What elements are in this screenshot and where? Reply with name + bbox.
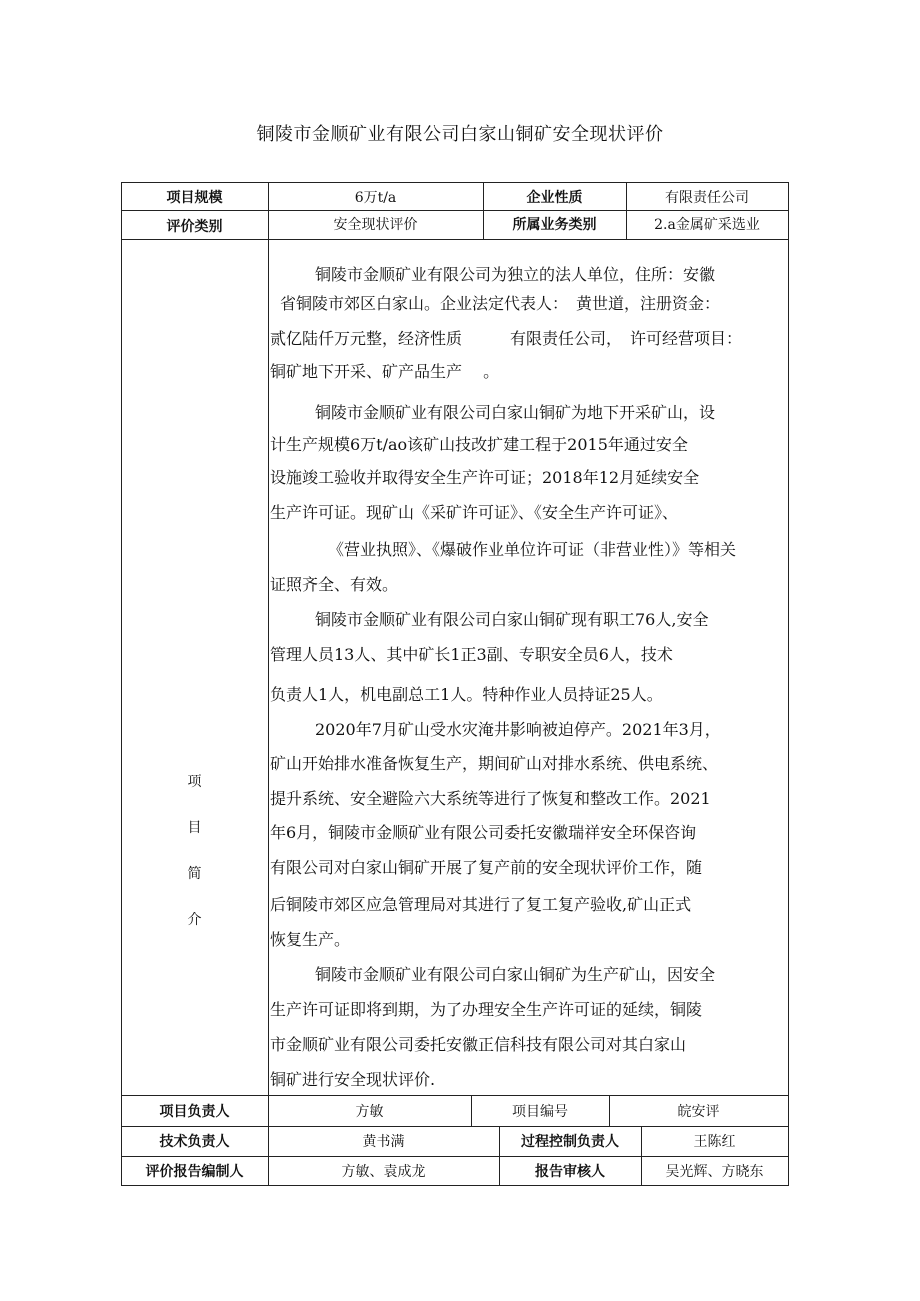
intro-line: 恢复生产。 [270, 930, 351, 949]
intro-line: 负责人1人，机电副总工1人。特种作业人员持证25人。 [270, 685, 663, 704]
project-leader-label: 项目负责人 [159, 1103, 230, 1120]
intro-line: 生产许可证。现矿山《采矿许可证》、《安全生产许可证》、 [270, 503, 679, 522]
intro-line: 铜矿地下开采、矿产品生产 。 [270, 362, 500, 381]
evaluation-category-value: 安全现状评价 [333, 216, 418, 233]
intro-line: 设施竣工验收并取得安全生产许可证；2018年12月延续安全 [270, 468, 700, 487]
intro-line: 铜陵市金顺矿业有限公司白家山铜矿现有职工76人,安全 [315, 610, 709, 629]
project-scale-value: 6万t/a [354, 190, 397, 206]
intro-line: 铜矿进行安全现状评价. [270, 1070, 436, 1089]
business-category-value: 2.a金属矿采选业 [654, 216, 760, 233]
intro-line: 贰亿陆仟万元整，经济性质 有限责任公司， 许可经营项目： [270, 329, 743, 348]
intro-line: 铜陵市金顺矿业有限公司白家山铜矿为生产矿山，因安全 [315, 965, 716, 984]
technical-leader-value: 黄书满 [362, 1134, 405, 1150]
enterprise-nature-label: 企业性质 [526, 190, 583, 206]
intro-label-char: 介 [187, 912, 202, 928]
intro-line: 年6月，铜陵市金顺矿业有限公司委托安徽瑞祥安全环保咨询 [270, 823, 697, 842]
business-category-label: 所属业务类别 [512, 216, 597, 233]
intro-line: 证照齐全、有效。 [270, 575, 399, 594]
project-leader-value: 方敏 [355, 1103, 384, 1120]
intro-line: 提升系统、安全避险六大系统等进行了恢复和整改工作。2021 [270, 789, 711, 808]
process-control-leader-value: 王陈红 [693, 1134, 736, 1150]
report-reviewer-label: 报告审核人 [535, 1163, 605, 1180]
intro-line: 矿山开始排水准备恢复生产，期间矿山对排水系统、供电系统、 [270, 754, 719, 773]
intro-label-char: 目 [187, 820, 202, 836]
process-control-leader-label: 过程控制负责人 [521, 1134, 619, 1150]
project-scale-label: 项目规模 [166, 190, 223, 206]
intro-line: 铜陵市金顺矿业有限公司白家山铜矿为地下开采矿山，设 [315, 403, 716, 422]
report-compiler-label: 评价报告编制人 [145, 1163, 244, 1180]
intro-line: 管理人员13人、其中矿长1正3副、专职安全员6人，技术 [270, 645, 673, 664]
project-intro-label [121, 772, 268, 956]
intro-line: 生产许可证即将到期，为了办理安全生产许可证的延续，铜陵 [270, 1000, 703, 1019]
report-compiler-value: 方敏、袁成龙 [341, 1163, 426, 1180]
intro-line: 计生产规模6万t/ao该矿山技改扩建工程于2015年通过安全 [270, 435, 688, 454]
project-number-value: 皖安评 [677, 1103, 720, 1120]
intro-label-char: 简 [187, 866, 202, 882]
enterprise-nature-value: 有限责任公司 [665, 190, 749, 206]
report-reviewer-value: 吴光辉、方晓东 [665, 1163, 764, 1180]
project-number-label: 项目编号 [512, 1103, 568, 1120]
technical-leader-label: 技术负责人 [159, 1134, 230, 1150]
intro-line: 市金顺矿业有限公司委托安徽正信科技有限公司对其白家山 [270, 1035, 687, 1054]
document-title: 铜陵市金顺矿业有限公司白家山铜矿安全现状评价 [256, 124, 664, 145]
intro-line: 有限公司对白家山铜矿开展了复产前的安全现状评价工作，随 [270, 858, 703, 877]
intro-label-char: 项 [187, 774, 202, 790]
intro-line: 后铜陵市郊区应急管理局对其进行了复工复产验收,矿山正式 [270, 895, 692, 914]
project-info-table [121, 182, 789, 1186]
intro-line: 2020年7月矿山受水灾淹井影响被迫停产。2021年3月， [315, 720, 721, 739]
intro-line: 省铜陵市郊区白家山。企业法定代表人： 黄世道，注册资金： [280, 294, 721, 313]
intro-line: 铜陵市金顺矿业有限公司为独立的法人单位，住所：安徽 [315, 265, 716, 284]
intro-line: 《营业执照》、《爆破作业单位许可证（非营业性）》等相关 [328, 540, 737, 559]
evaluation-category-label: 评价类别 [166, 218, 223, 235]
